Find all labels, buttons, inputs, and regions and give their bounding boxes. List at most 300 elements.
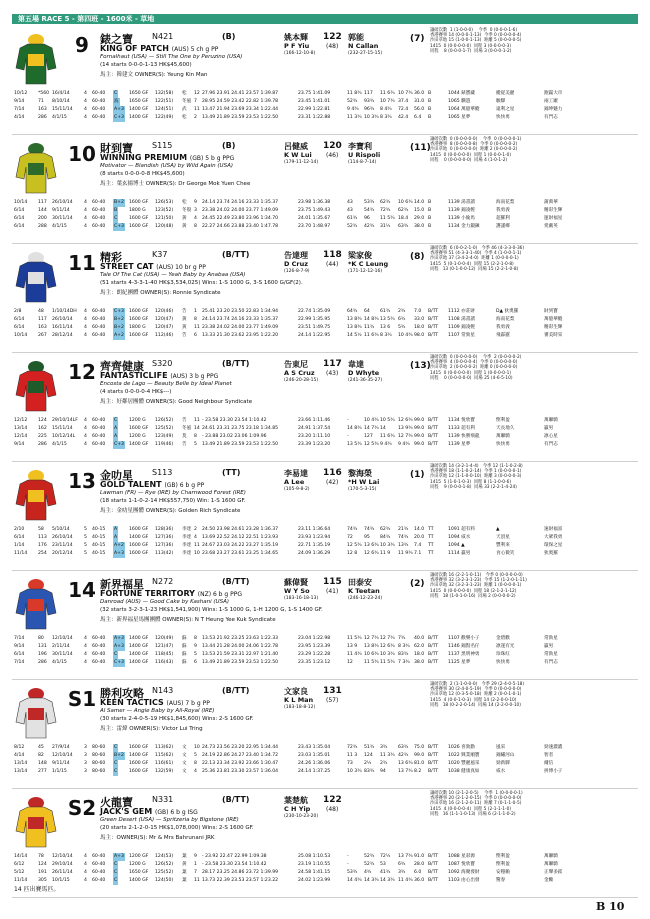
form-cell: 28.0 (414, 862, 425, 867)
form-cell: 23.39 1:23.20 (298, 442, 331, 447)
form-cell: 4 (84, 636, 87, 641)
horse-number: 10 (68, 142, 96, 166)
form-cell: 96¾ (364, 107, 375, 112)
form-cell: 119(46) (155, 442, 174, 447)
form-cell: 6/14 (14, 208, 25, 213)
horse-entry (12, 244, 638, 353)
form-cell: 3¾ (398, 870, 406, 875)
form-cell: 12/10/14 (52, 753, 73, 758)
form-cell: 6¾ (398, 862, 406, 867)
form-row (12, 417, 638, 425)
form-cell: 10 3¾ (364, 115, 379, 120)
horse-code: N331 (152, 795, 174, 804)
form-cell: 15/11/14 (52, 426, 73, 431)
form-cell: 24.45 22.49 23.80 23.96 1:34.70 (202, 216, 279, 221)
form-cell: 運財福星 (544, 216, 563, 221)
form-cell: 1600 GF (129, 200, 149, 205)
form-cell: 60-40 (92, 434, 106, 439)
form-cell: 冬風 (182, 99, 192, 104)
trainer-name-cn: 告達理 (284, 251, 308, 260)
form-cell: 1139 錦凌輕 (448, 208, 475, 213)
form-row (12, 207, 638, 215)
form-cell: D▲ 狄奧羅 (496, 309, 519, 314)
form-cell: 24.14 1:37.25 (298, 769, 331, 774)
form-cell: 25.36 23.81 23.30 23.57 1:36.04 (202, 769, 279, 774)
form-cell: B/TT (428, 870, 439, 875)
form-cell: 23.70 1:48.97 (298, 224, 331, 229)
form-cell: 常勁星 (544, 652, 558, 657)
form-cell: 61¾ (380, 309, 391, 314)
form-cell: 8 3¾ (380, 115, 392, 120)
owner: 馬主：葉玄揚博士 OWNER(S): Dr George Mok Yuen Chee (100, 181, 251, 187)
form-cell: 125(52) (155, 426, 174, 431)
form-cell: 81.0 (414, 761, 425, 766)
horse-code: K37 (152, 250, 168, 259)
form-cell: 1133 超有利 (448, 426, 475, 431)
footer-note: 14 匹出賽馬匹。 (14, 886, 60, 893)
form-cell: 23.04 1:22.98 (298, 636, 331, 641)
form-cell: 8 (194, 636, 197, 641)
form-cell: 60-40 (92, 333, 106, 338)
form-cell: 4 (84, 660, 87, 665)
form-cell: 4 (84, 854, 87, 859)
form-cell: 3¾ (380, 745, 388, 750)
form-cell: 1109 錦凌輕 (448, 325, 475, 330)
form-cell: 1137 黑明神勇 (448, 652, 480, 657)
form-cell: 62¾ (380, 200, 391, 205)
statistics-block: 讓磅次數 2 (1-1-0-0-0) 今季 29 (2-4-0-5-18) 香港賽事 30 (2-4-0-5-19) 今季 0 (0-0-0-0-0) 沙田草地 12 (0-3-5-0-18) 距離 2 (0-0-1-0-1) 1415 4 (0-0-1-0-3) 同程 14 (2-2-0-0-10) 同程 18 (0-2-2-0-14) 同場 14 (2-2-0-0-10) (430, 682, 525, 708)
form-cell: 60-40 (92, 325, 106, 330)
form-cell: 96 (364, 216, 370, 221)
form-cell: 1650 GF (129, 91, 149, 96)
form-cell: 1022 興業順寶 (448, 753, 480, 758)
form-cell: 60-40 (92, 660, 106, 665)
form-cell: 慳利盈 (496, 862, 510, 867)
form-cell: C+3 (114, 660, 124, 665)
form-cell: 快快勇 (496, 115, 510, 120)
form-cell: 拼博小子 (544, 769, 563, 774)
form-cell: 13 8¾ (347, 317, 362, 322)
form-cell: 23.43 1:35.04 (298, 745, 331, 750)
rating: (44) (326, 261, 339, 268)
form-cell: 7¾ (398, 636, 406, 641)
form-cell: 24.50 23.98 24.61 23.28 1:36.37 (202, 527, 279, 532)
form-cell: 127(36) (155, 535, 174, 540)
form-cell: 13/14 (14, 769, 28, 774)
form-cell: 191 (38, 870, 47, 875)
form-cell: 1650 GF (129, 870, 149, 875)
trainer-name-en: W Y So (284, 587, 310, 595)
form-cell: 4 (84, 870, 87, 875)
form-cell: 1125 星夢 (448, 660, 471, 665)
form-cell: 60-40 (92, 208, 106, 213)
trainer-name-en: A S Cruz (284, 369, 315, 377)
form-cell: 121(47) (155, 644, 174, 649)
form-cell: 12 8 (347, 551, 358, 556)
form-cell: 蒲萬華 (544, 200, 558, 205)
form-cell: 113 (38, 535, 47, 540)
form-cell: 1103 由心出發 (448, 878, 480, 883)
form-cell: 黃 (182, 224, 187, 229)
form-cell: 1800 G (129, 208, 146, 213)
form-cell: TT (428, 551, 434, 556)
horse-name-cn: 火龍寶 (100, 796, 133, 809)
form-cell: 蘇 (182, 644, 187, 649)
form-cell: 125(52) (155, 870, 174, 875)
horse-number: S1 (67, 687, 97, 711)
form-cell: 26/11/14 (52, 870, 73, 875)
horse-entry (12, 680, 638, 789)
form-cell: - (347, 434, 349, 439)
form-cell: 18.0 (414, 325, 425, 330)
form-cell: 84¾ (380, 535, 391, 540)
form-cell: 1091 超有料 (448, 527, 475, 532)
form-cell: 23.11 1:36.64 (298, 527, 331, 532)
form-cell: 15/11/14 (52, 107, 73, 112)
form-cell: 1600 GF (129, 216, 149, 221)
form-cell: 1 (194, 862, 197, 867)
horse-entry (12, 135, 638, 244)
form-cell: 14 7¾ (364, 426, 379, 431)
form-cell: 8 (194, 434, 197, 439)
form-cell: C (114, 878, 118, 883)
form-cell: 60-40 (92, 870, 106, 875)
form-cell: 勁速濃濃 (544, 745, 563, 750)
form-cell: 10 5¾ (380, 418, 395, 423)
form-cell: A+3 (114, 636, 124, 641)
form-cell: 14.0 (414, 200, 425, 205)
form-cell: 4/1/15 (52, 115, 67, 120)
form-cell: A (114, 434, 118, 439)
form-cell: - (347, 854, 349, 859)
form-cell: 72¾ (347, 745, 358, 750)
form-cell: 60-40 (92, 644, 106, 649)
form-row (12, 659, 638, 667)
form-cell: TT (428, 527, 434, 532)
form-cell: 1/10/14DH (52, 309, 77, 314)
form-cell: 4 (84, 652, 87, 657)
form-cell: 正聲多鎂 (544, 870, 563, 875)
form-cell: 117 (364, 91, 373, 96)
form-cell: 10 3¾ (380, 543, 395, 548)
form-cell: A (114, 535, 118, 540)
form-cell: 62.0 (414, 644, 425, 649)
horse-name-cn: 財到寶 (100, 142, 133, 155)
form-cell: 288 (38, 224, 47, 229)
statistics-block: 讓磅次數 14 (3-2-1-4-4) 今季 12 (1-1-0-2-8) 香港賽事 18 (1-1-0-2-14) 今季 1 (0-0-0-0-1) 沙田草地 12 (1-1-0-0-10) 距離 3 (0-0-0-0-3) 1415 5 (1-0-1-0-3) 同程 8 (1-1-0-0-6) 同程 9 (0-0-0-1-8) 同場 33 (2-2-1-4-24) (430, 464, 523, 490)
form-cell: 60-40 (92, 99, 106, 104)
form-cell: 277 (38, 769, 47, 774)
form-cell: 14 3¾ (380, 878, 395, 883)
form-cell: 11 (194, 878, 200, 883)
form-cell: 1600 GF (129, 551, 149, 556)
form-cell: 24.01 1:35.67 (298, 216, 331, 221)
form-cell: 60-40 (92, 878, 106, 883)
weight: 131 (323, 686, 342, 696)
form-cell: 124 (364, 753, 373, 758)
form-cell: 兩工厰 (544, 99, 558, 104)
form-cell: 13.33 21.30 23.62 23.95 1:22.20 (202, 333, 279, 338)
form-cell: 6/14 (14, 325, 25, 330)
form-cell: 5 (84, 551, 87, 556)
form-cell: B/TT (428, 761, 439, 766)
form-cell: 78 (38, 854, 44, 859)
horse-entry (12, 789, 638, 898)
form-cell: 83¾ (398, 652, 409, 657)
form-cell: B/TT (428, 325, 439, 330)
form-cell: 1400 GF (129, 442, 149, 447)
form-cell: 1134 悅欣寶 (448, 418, 475, 423)
form-cell: 6/14 (14, 224, 25, 229)
form-cell: 7.0 (414, 309, 422, 314)
form-cell: 52¾ (347, 224, 358, 229)
form-cell: 超羅利 (496, 216, 510, 221)
form-cell: 12 5¾ (364, 442, 379, 447)
form-cell: 11 (194, 325, 200, 330)
form-cell: B/TT (428, 652, 439, 657)
form-cell: 40-15 (92, 543, 106, 548)
form-cell: 8 (194, 224, 197, 229)
jockey-silks-icon (14, 359, 58, 415)
trainer-record: (166-12-10-8) (284, 51, 316, 56)
form-cell: 23.75 1:41.09 (298, 91, 331, 96)
statistics-block: 讓磅次數 16 (2-2-1-0-11) 今季 0 (0-0-0-0-0) 香港賽事 32 (3-2-3-1-23) 今季 15 (1-2-0-1-11) 沙田草地 32 (3-2-3-1-23) 距離 1 (0-0-0-0-1) 1415 0 (0-0-0-0-0) 同程 18 (2-1-2-1-12) 同程 18 (1-0-1-0-16) 同場 2 (0-0-0-0-2) (430, 573, 527, 599)
gear: (B/TT) (222, 686, 250, 695)
jockey-silks-icon (14, 795, 58, 851)
weight: 116 (323, 468, 342, 478)
form-cell: 116(61) (155, 761, 174, 766)
form-cell: 1092 海聚發財 (448, 870, 480, 875)
form-cell: 13.53 21.59 23.31 22.97 1:21.40 (202, 652, 279, 657)
form-cell: 25.08 1:10.53 (298, 854, 331, 859)
form-cell: 60-40 (92, 224, 106, 229)
form-cell: 120(48) (155, 224, 174, 229)
form-cell: 23.29 1:22.28 (298, 652, 331, 657)
horse-name-en: FANTASTICLIFE (AUS) 3 b g PPG (100, 371, 219, 380)
form-cell: 4 (84, 115, 87, 120)
form-cell: 1400 GF (129, 878, 149, 883)
form-cell: 告 (182, 309, 187, 314)
form-cell: 99.0 (414, 753, 425, 758)
form-cell: 23.95 1:23.39 (298, 644, 331, 649)
form-cell: 22.13 23.34 23.92 23.66 1:30.47 (202, 761, 279, 766)
form-cell: B/TT (428, 426, 439, 431)
trainer-name-en: D Cruz (284, 260, 309, 268)
form-cell: 74¾ (364, 527, 375, 532)
horse-entry (12, 571, 638, 680)
form-cell: 萬聯騎 (544, 418, 558, 423)
pedigree: Lawman (FR) — Rye (IRE) by Charnwood Forest (IRE) (100, 490, 246, 496)
form-cell: 10 (194, 551, 200, 556)
form-cell: - 23.58 23.30 23.54 1:10.42 (202, 418, 267, 423)
form-cell: 23.03 1:35.01 (298, 753, 331, 758)
form-cell: 李達 (182, 535, 192, 540)
form-cell: 1650 GF (129, 99, 149, 104)
form-cell: B (428, 115, 432, 120)
form-cell: 1094 威水 (448, 535, 471, 540)
form-cell: 慳利盈 (496, 418, 510, 423)
form-cell: 305 (38, 878, 47, 883)
form-cell: 2/11/14 (52, 644, 70, 649)
form-cell: 2/8 (14, 309, 22, 314)
form-cell: 53¾ (364, 200, 375, 205)
form-cell: 8 (194, 317, 197, 322)
form-cell: 63¾ (398, 224, 409, 229)
form-cell: 45 (38, 745, 44, 750)
horse-code: S115 (152, 141, 173, 150)
rating: (46) (326, 152, 339, 159)
trainer-name-cn: 告東尼 (284, 360, 308, 369)
jockey-name-cn: 李寶利 (348, 142, 372, 151)
form-cell: 23.45 1:41.01 (298, 99, 331, 104)
form-cell: 113(62) (155, 745, 174, 750)
form-cell: 環保之星 (544, 543, 563, 548)
horse-code: S113 (152, 468, 173, 477)
form-cell: C (114, 745, 118, 750)
form-cell: 7 (194, 99, 197, 104)
horse-number: S2 (67, 796, 97, 820)
form-cell: 60-40 (92, 216, 106, 221)
form-cell: 16/4/14 (52, 91, 70, 96)
form-cell: 60-40 (92, 862, 106, 867)
form-cell: 凛心星 (544, 434, 558, 439)
recent-form (12, 199, 638, 231)
horse-number: 9 (75, 33, 89, 57)
form-cell: 33.0 (414, 317, 425, 322)
form-cell: 63¾ (398, 745, 409, 750)
form-cell: 121(50) (155, 216, 174, 221)
form-cell: 18.0 (414, 652, 425, 657)
horse-name-en: KING OF PATCH (AUS) 5 ch g PP (100, 44, 219, 53)
gear: (B) (222, 141, 236, 150)
form-cell: B (428, 99, 432, 104)
form-cell: 4 (84, 418, 87, 423)
form-cell: 1088 星彩源 (448, 854, 475, 859)
form-cell: 贏男 (544, 426, 554, 431)
form-cell: 24.26 1:36.06 (298, 761, 331, 766)
form-cell: 4 (84, 99, 87, 104)
form-cell: 4/14 (14, 115, 25, 120)
form-cell: 1400 GF (129, 115, 149, 120)
trainer-record: (183-16-18-13) (284, 596, 319, 601)
form-cell: 12 (194, 91, 200, 96)
form-cell: 凛遂有光 (496, 644, 515, 649)
career-record: (32 starts 3-2-3-1-23 HK$1,541,900) Wins: 1-S 1000 G, 1-H 1200 G, 1-S 1400 GF. (100, 607, 323, 613)
form-cell: 7.1 (414, 551, 422, 556)
form-cell: 有門志 (544, 660, 558, 665)
form-cell: 286 (38, 115, 47, 120)
form-cell: 24.91 1:37.54 (298, 426, 331, 431)
form-cell: 23.35 1:23.12 (298, 660, 331, 665)
form-cell: 11 3¾ (380, 753, 395, 758)
form-cell: 40-15 (92, 551, 106, 556)
jockey-name-cn: 郭能 (348, 33, 364, 42)
form-cell: 精彩生輝 (544, 325, 563, 330)
form-cell: 告 (182, 442, 187, 447)
form-cell: 1107 常勁星 (448, 333, 475, 338)
form-row (12, 760, 638, 768)
horse-entry (12, 462, 638, 571)
form-cell: 告 (182, 333, 187, 338)
weight: 122 (323, 32, 342, 42)
form-cell: 勁新驛 (496, 761, 510, 766)
form-cell: 海南花梨 (496, 200, 515, 205)
form-cell: 14/14 (14, 854, 28, 859)
form-row (12, 853, 638, 861)
trainer-name-cn: 呂健威 (284, 142, 308, 151)
form-cell: 黃 (182, 862, 187, 867)
form-cell: 117 (38, 200, 47, 205)
career-record: (4 starts 0-0-0-0-4 HK$---) (100, 389, 172, 395)
form-cell: 文 (182, 761, 187, 766)
form-cell: 18.4 (398, 216, 409, 221)
jockey-name-en: D Whyte (348, 369, 380, 377)
horse-name-en: WINNING PREMIUM (GB) 5 b g PPG (100, 153, 235, 162)
form-cell: 4 (84, 107, 87, 112)
rating: (41) (326, 588, 339, 595)
form-cell: 11 (194, 543, 200, 548)
form-cell: 124(51) (155, 107, 174, 112)
form-cell: 43 (347, 200, 353, 205)
form-cell: C (114, 870, 118, 875)
form-cell: 10 (194, 745, 200, 750)
form-row (12, 651, 638, 659)
pedigree: Fornalhaut (USA) — Still The One by Peruzino (USA) (100, 54, 243, 60)
form-cell: - 23.88 23.02 23.06 1:09.96 (202, 434, 267, 439)
owner: 馬主：好鄰居團體 OWNER(S): Good Neighbour Syndicate (100, 399, 253, 405)
form-cell: 14 8¾ (347, 426, 362, 431)
form-cell: 1108 湯書讀 (448, 317, 475, 322)
form-row (12, 441, 638, 449)
form-cell: B (114, 208, 118, 213)
form-cell: 7.4 (414, 543, 422, 548)
statistics-block: 讓磅次數 1 (1-0-0-0) 今季 0 (0-0-0-1-6) 香港賽事 14 (0-0-0-1-13) 今季 0 (0-0-0-0-4) 沙田草地 15 (1-0-0-1-13) 距離 5 (0-0-0-0-5) 1415 0 (0-0-0-0-0) 同程 3 (0-0-0-0-3) 同程 8 (0-0-0-1-7) 同場 3 (0-0-0-1-2) (430, 28, 522, 54)
form-cell: 5 (84, 543, 87, 548)
form-cell: 2¾ (380, 761, 388, 766)
form-cell: 黃 (182, 325, 187, 330)
form-cell: 40.0 (414, 636, 425, 641)
trainer-name-en: P F Yiu (284, 42, 310, 50)
form-cell: 1020 豐麗風采 (448, 761, 480, 766)
form-cell: 1600 GF (129, 426, 149, 431)
form-cell: 267 (38, 333, 47, 338)
pedigree: Al Samer — Angie Baby by All-Royal (IRE) (100, 708, 215, 714)
horse-code: N272 (152, 577, 174, 586)
form-cell: 我勇義 (496, 208, 510, 213)
form-cell: 4¾ (364, 870, 372, 875)
form-cell: 大眾我勇 (544, 535, 563, 540)
form-cell: 124(50) (155, 878, 174, 883)
horse-name-cn: 齊齊健康 (100, 360, 144, 373)
form-cell: 9/14 (14, 644, 25, 649)
form-cell: 1400 GF (129, 753, 149, 758)
form-cell: 5 (194, 442, 197, 447)
form-cell: 4 (84, 224, 87, 229)
form-cell: 武 (182, 107, 187, 112)
form-cell: 225 (38, 434, 47, 439)
form-cell: 11 6¾ (364, 333, 379, 338)
jockey-name-en: *H W Lai (348, 478, 380, 486)
form-cell: 蘇 (182, 652, 187, 657)
form-cell: 1038 健康真如 (448, 769, 480, 774)
form-cell: 4/14 (14, 753, 25, 758)
form-cell: 4/1/15 (52, 660, 67, 665)
gear: (B/TT) (222, 795, 250, 804)
form-cell: 120(47) (155, 317, 174, 322)
form-cell: 1200 G (129, 862, 146, 867)
jockey-name-cn: 田泰安 (348, 578, 372, 587)
trainer-name-en: A Lee (284, 478, 305, 486)
